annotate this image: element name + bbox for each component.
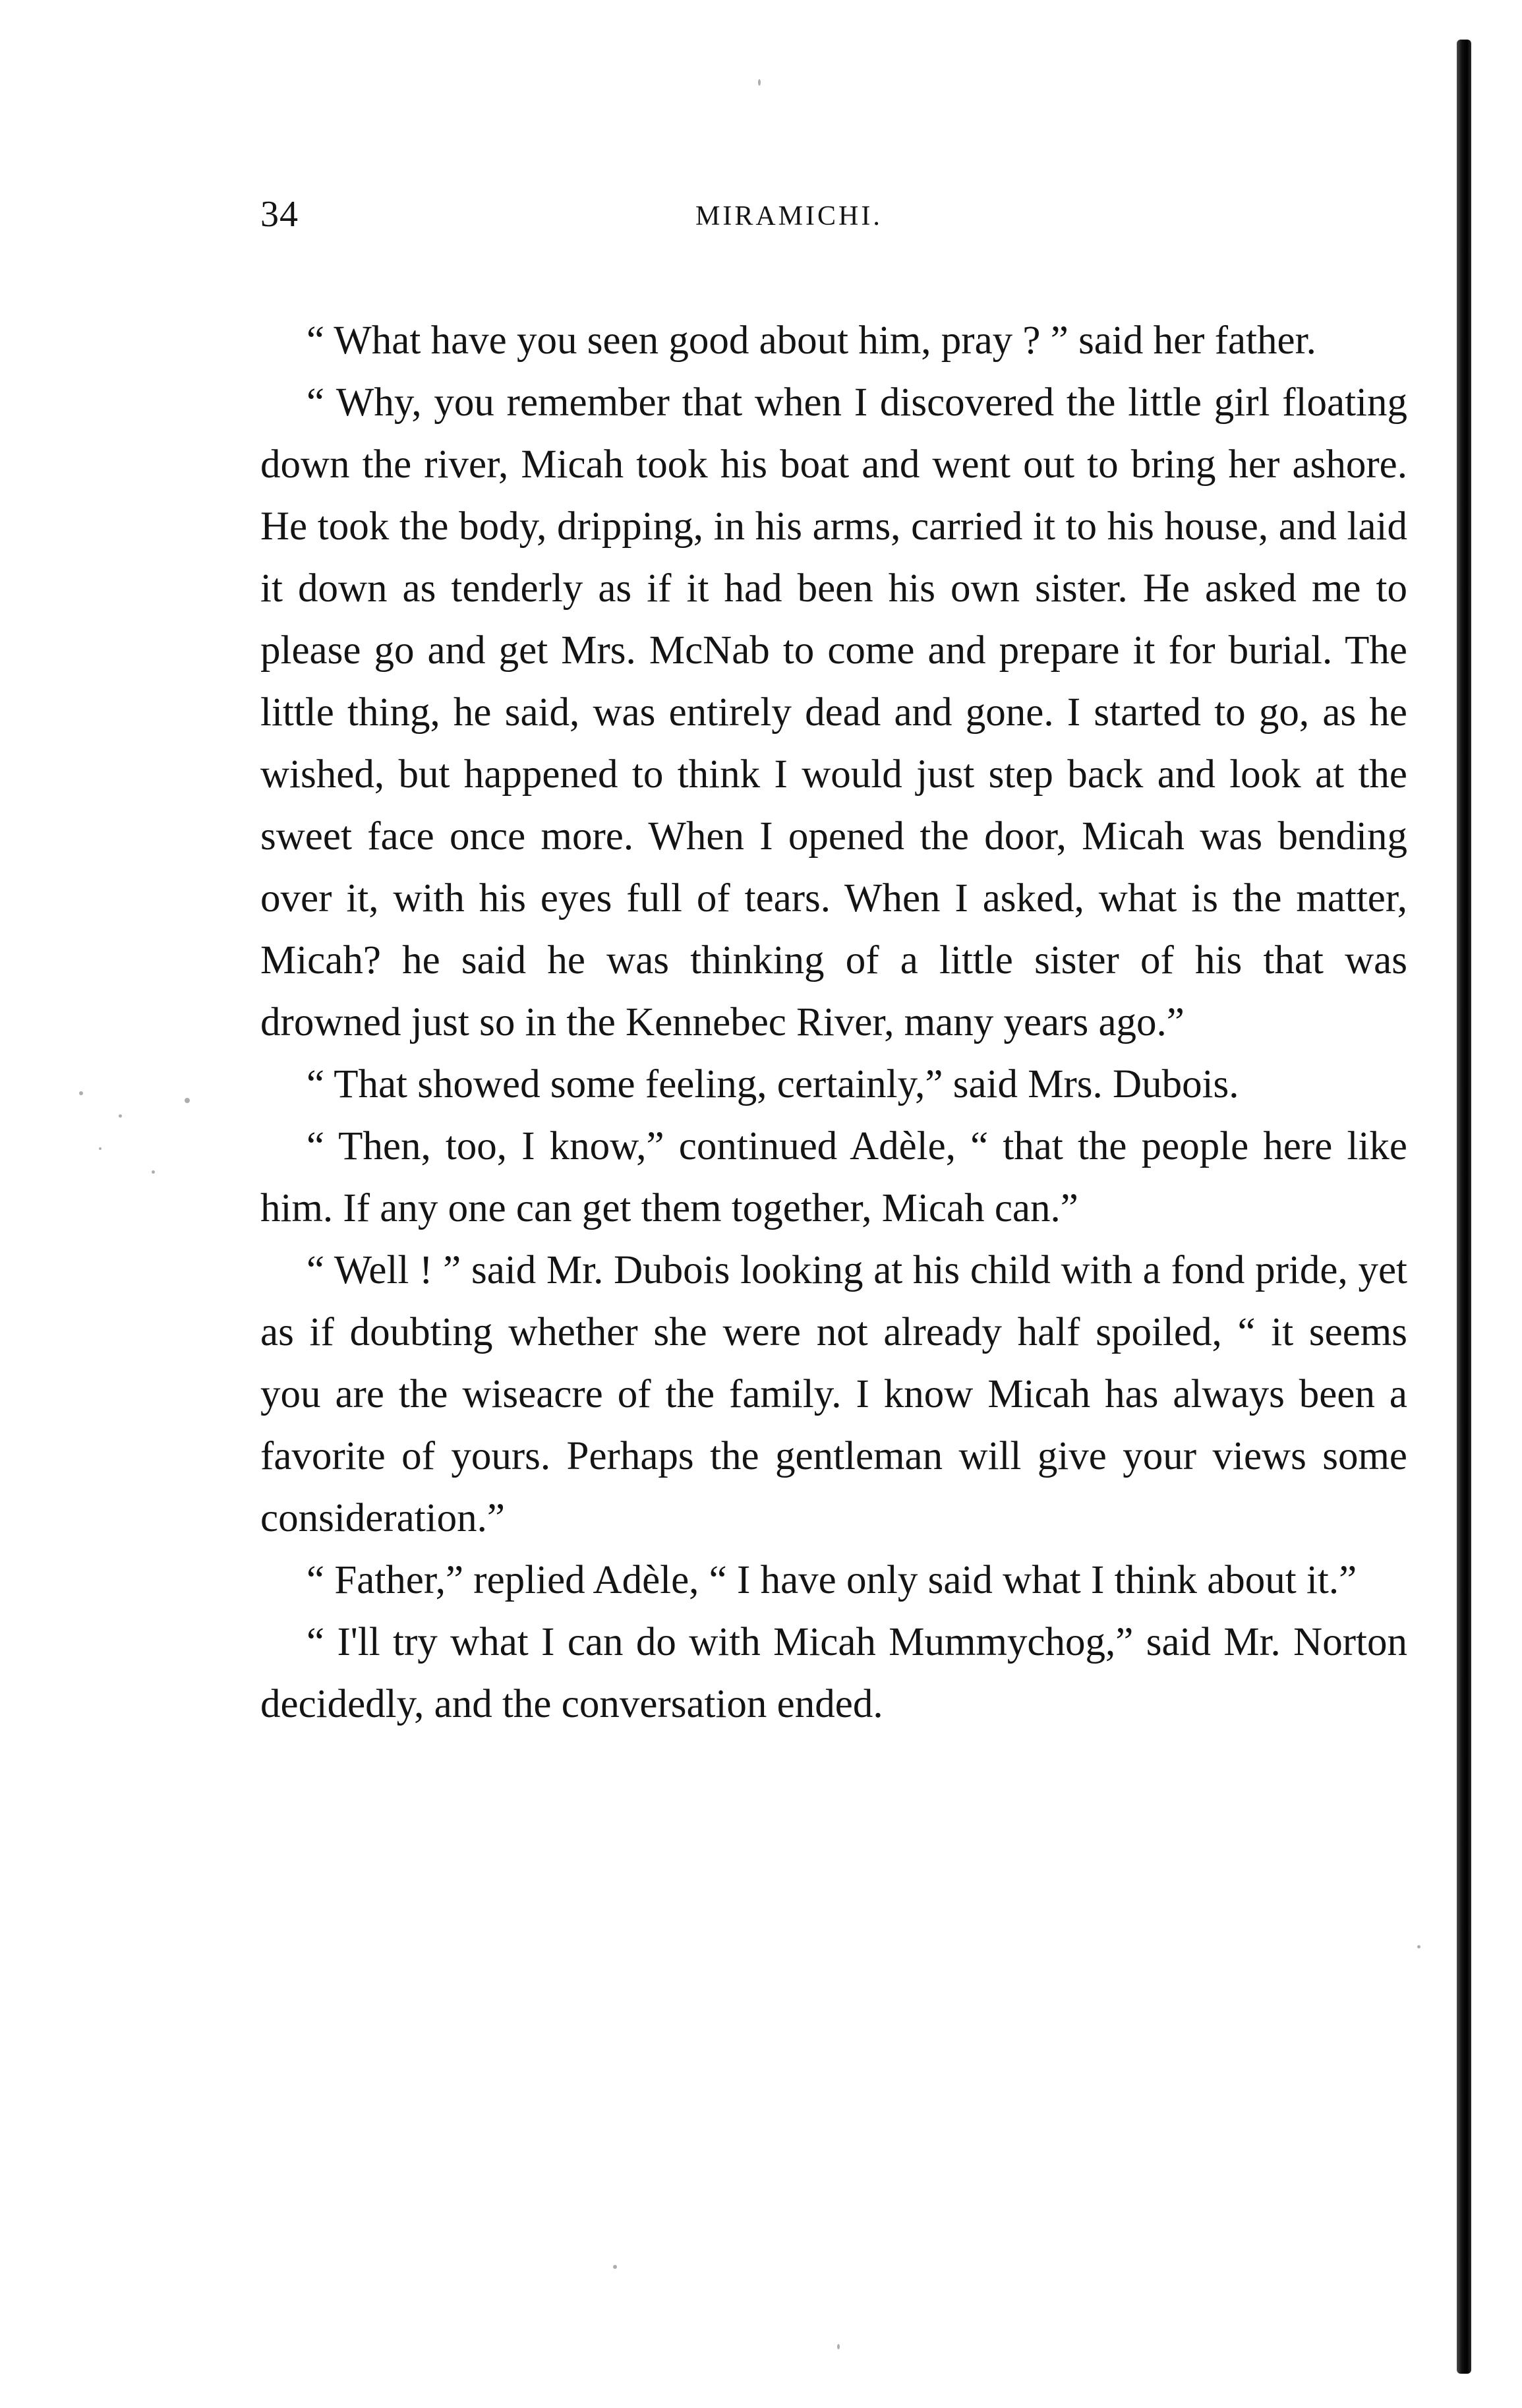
page-number: 34	[260, 194, 299, 235]
scan-speck	[1417, 1945, 1420, 1948]
scan-speck	[758, 79, 761, 86]
scan-speck	[185, 1098, 190, 1103]
scan-speck	[613, 2265, 617, 2269]
paragraph: “ Then, too, I know,” continued Adèle, “ that the people here like him. If any one can get them together, Micah can.”	[260, 1124, 1407, 1230]
scan-speck	[119, 1114, 122, 1118]
paragraph: “ I'll try what I can do with Micah Mummychog,” said Mr. Norton decidedly, and the conversation ended.	[260, 1620, 1407, 1726]
scan-speck	[837, 2344, 840, 2349]
running-head: MIRAMICHI.	[695, 201, 883, 231]
paragraph: “ Well ! ” said Mr. Dubois looking at his child with a fond pride, yet as if doubting whether she were not already half spoiled, “ it seems you are the wiseacre of the family. I know Micah has always been a favorite of yours. Perhaps the gentleman will give your views some consideration.”	[260, 1248, 1407, 1540]
paragraph: “ Why, you remember that when I discovered the little girl floating down the river, Micah took his boat and went out to bring her ashore. He took the body, dripping, in his arms, carried it to his house, and laid it down as tenderly as if it had been his own sister. He asked me to please go and get Mrs. McNab to come and prepare it for burial. The little thing, he said, was entirely dead and gone. I started to go, as he wished, but happened to think I would just step back and look at the sweet face once more. When I opened the door, Micah was bending over it, with his eyes full of tears. When I asked, what is the matter, Micah? he said he was thinking of a little sister of his that was drowned just so in the Kennebec River, many years ago.”	[260, 380, 1407, 1044]
paragraph: “ That showed some feeling, certainly,” said Mrs. Dubois.	[307, 1062, 1239, 1106]
scan-speck	[152, 1170, 155, 1174]
page-header	[260, 191, 1434, 244]
page-binding-edge	[1457, 40, 1471, 2374]
body-text	[260, 310, 1407, 1735]
paragraph: “ What have you seen good about him, pray ? ” said her father.	[307, 318, 1316, 363]
scan-speck	[99, 1147, 102, 1150]
scan-speck	[79, 1091, 83, 1095]
paragraph: “ Father,” replied Adèle, “ I have only said what I think about it.”	[307, 1558, 1357, 1602]
